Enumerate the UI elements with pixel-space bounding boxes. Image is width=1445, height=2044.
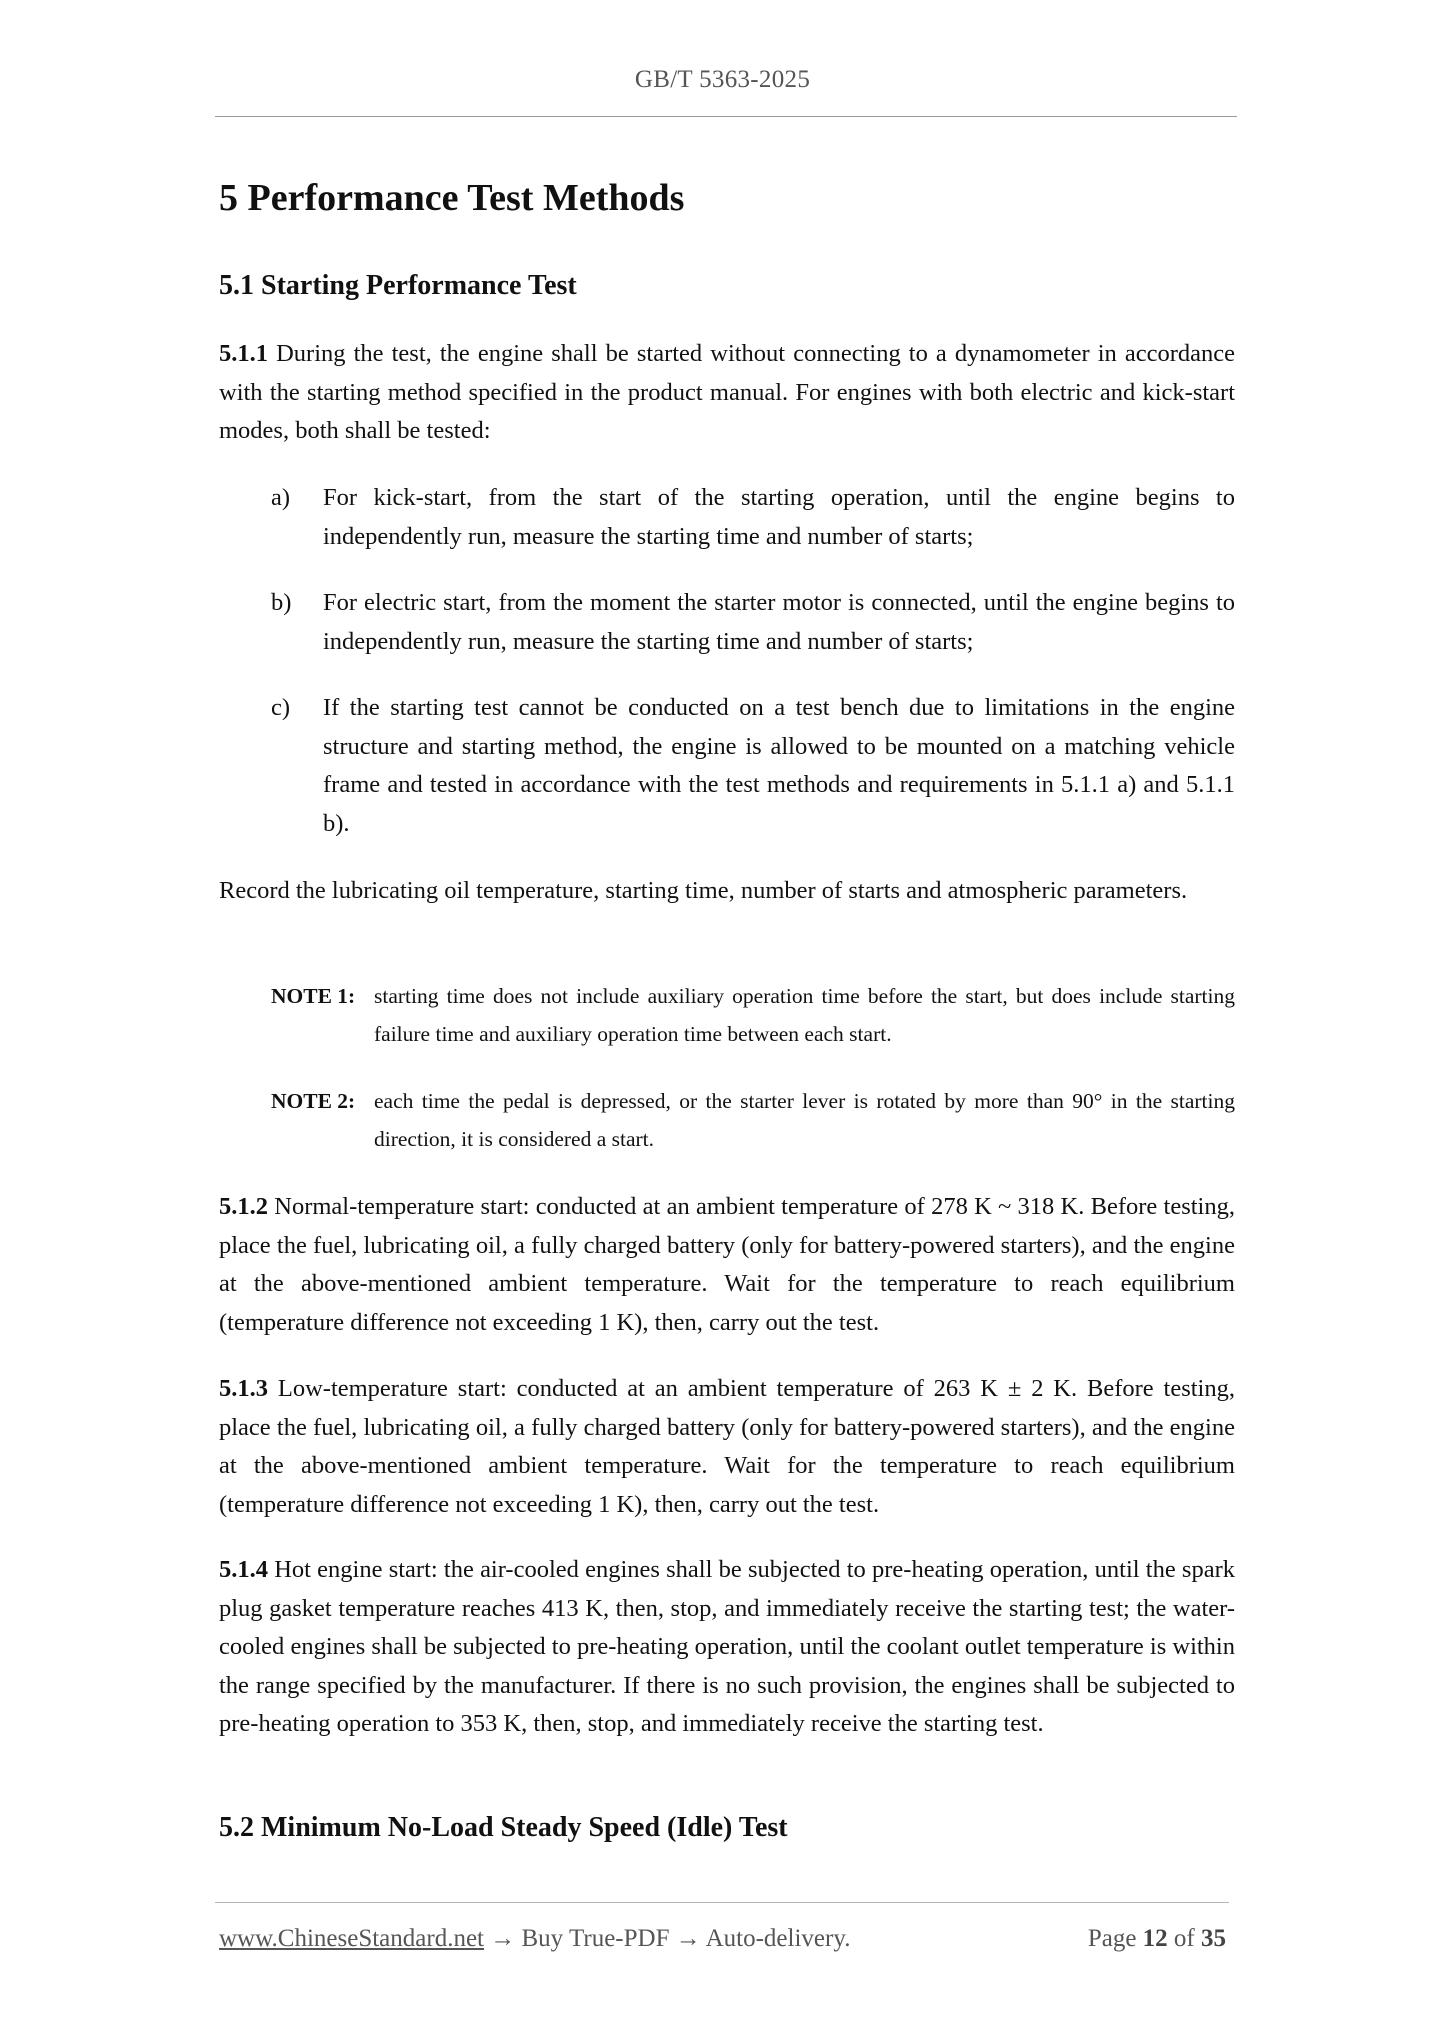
clause-5-1-4 xyxy=(219,1551,1235,1744)
note-2 xyxy=(271,1082,1235,1158)
list-marker: b) xyxy=(271,589,292,616)
list-item-a xyxy=(271,479,1235,556)
promo-text: → Buy True-PDF → Auto-delivery. xyxy=(484,1925,851,1952)
list-item-b xyxy=(271,584,1235,661)
list-item-text: For kick-start, from the start of the starting operation, until the engine begins to independently run, measure the starting time and number of starts; xyxy=(323,484,1235,550)
footer-divider xyxy=(215,1902,1229,1903)
clause-text: During the test, the engine shall be started without connecting to a dynamometer in accordance with the starting method specified in the product manual. For engines with both electric and kick-start modes, both shall be tested: xyxy=(219,340,1235,444)
subsection-title-5-1: 5.1 Starting Performance Test xyxy=(219,270,577,301)
clause-number: 5.1.1 xyxy=(219,340,268,367)
clause-5-1-1 xyxy=(219,335,1235,451)
clause-text: Low-temperature start: conducted at an ambient temperature of 263 K ± 2 K. Before testing, place the fuel, lubricating oil, a fully charged battery (only for battery-powered starters), and the engine at the above-mentioned ambient temperature. Wait for the temperature to reach equilibrium (temperature difference not exceeding 1 K), then, carry out the test. xyxy=(219,1375,1235,1518)
page-word: Page xyxy=(1087,1925,1143,1952)
subsection-title-5-2: 5.2 Minimum No-Load Steady Speed (Idle) Test xyxy=(219,1812,788,1843)
list-item-c xyxy=(271,689,1235,843)
clause-text: Hot engine start: the air-cooled engines shall be subjected to pre-heating operation, until the spark plug gasket temperature reaches 413 K, then, stop, and immediately receive the starting test; the water-cooled engines shall be subjected to pre-heating operation, until the coolant outlet temperature is within the range specified by the manufacturer. If there is no such provision, the engines shall be subjected to pre-heating operation to 353 K, then, stop, and immediately receive the starting test. xyxy=(219,1556,1235,1737)
note-1 xyxy=(271,977,1235,1053)
total-pages: 35 xyxy=(1201,1925,1226,1952)
clause-number: 5.1.3 xyxy=(219,1375,268,1402)
list-item-text: If the starting test cannot be conducted on a test bench due to limitations in the engine structure and starting method, the engine is allowed to be mounted on a matching vehicle frame and tested in accordance with the test methods and requirements in 5.1.1 a) and 5.1.1 b). xyxy=(323,694,1235,837)
note-text: starting time does not include auxiliary operation time before the start, but does include starting failure time and auxiliary operation time between each start. xyxy=(374,984,1235,1046)
page-header: GB/T 5363-2025 xyxy=(634,66,811,93)
page-of: of xyxy=(1167,1925,1201,1952)
footer-promo xyxy=(219,1925,850,1953)
list-marker: a) xyxy=(271,484,291,511)
note-label: NOTE 2: xyxy=(271,1089,356,1113)
clause-5-1-2 xyxy=(219,1188,1235,1342)
page-number xyxy=(1088,1925,1226,1953)
current-page: 12 xyxy=(1142,1925,1168,1952)
clause-number: 5.1.2 xyxy=(219,1193,268,1220)
list-item-text: For electric start, from the moment the starter motor is connected, until the engine begins to independently run, measure the starting time and number of starts; xyxy=(323,589,1235,655)
clause-number: 5.1.4 xyxy=(219,1556,268,1583)
note-text: each time the pedal is depressed, or the starter lever is rotated by more than 90° in the starting direction, it is considered a start. xyxy=(374,1089,1235,1151)
section-title: 5 Performance Test Methods xyxy=(219,177,685,219)
clause-text: Normal-temperature start: conducted at an ambient temperature of 278 K ~ 318 K. Before testing, place the fuel, lubricating oil, a fully charged battery (only for battery-powered starters), and the engine at the above-mentioned ambient temperature. Wait for the temperature to reach equilibrium (temperature difference not exceeding 1 K), then, carry out the test. xyxy=(219,1193,1235,1336)
note-label: NOTE 1: xyxy=(271,984,356,1008)
list-marker: c) xyxy=(271,694,291,721)
record-paragraph: Record the lubricating oil temperature, starting time, number of starts and atmospheric parameters. xyxy=(219,877,1188,904)
header-divider xyxy=(215,116,1237,117)
clause-5-1-3 xyxy=(219,1370,1235,1524)
website-link[interactable]: www.ChineseStandard.net xyxy=(219,1925,484,1952)
